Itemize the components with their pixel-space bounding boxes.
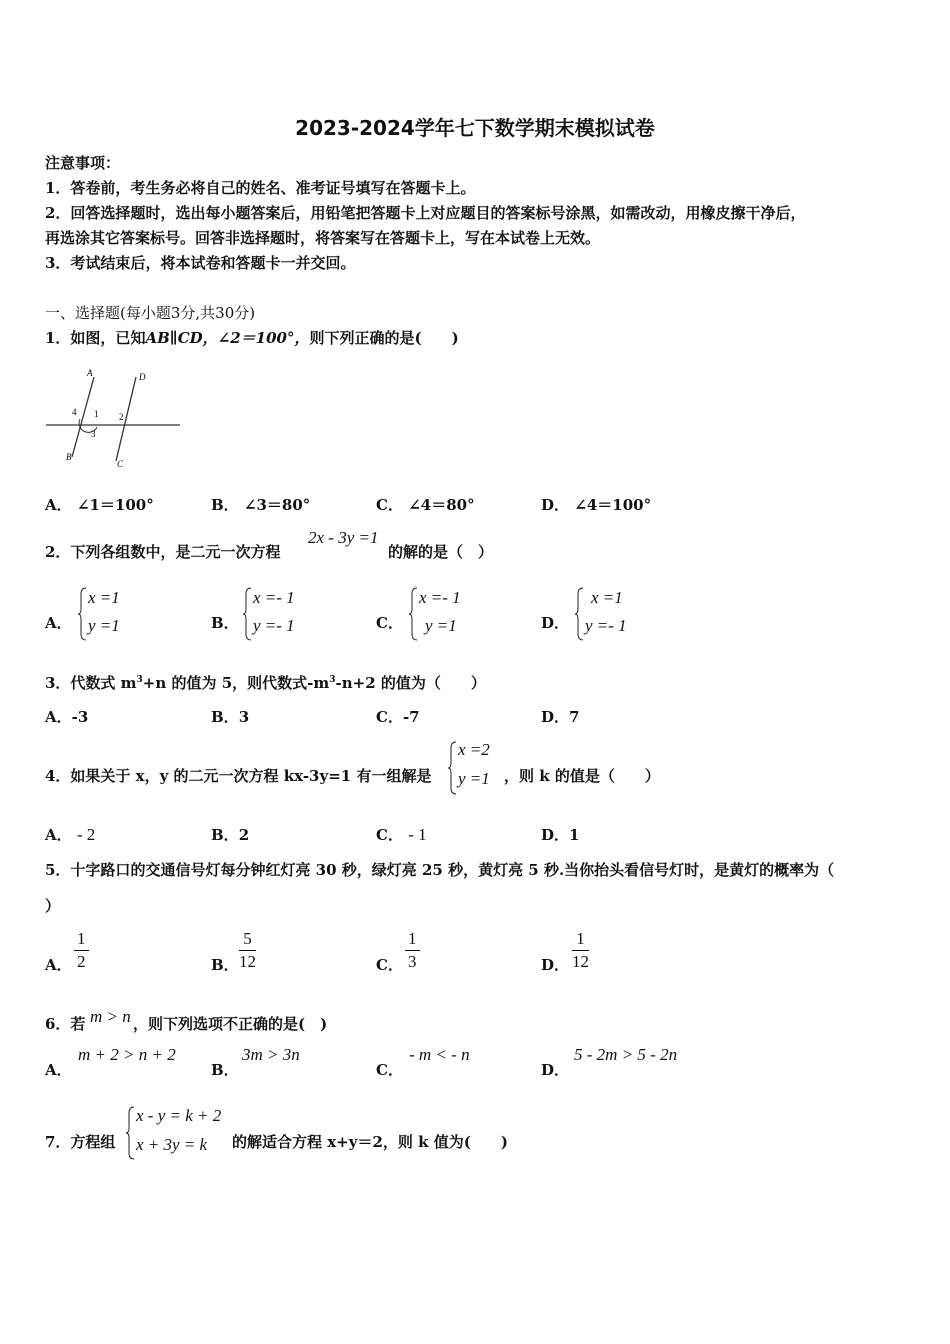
q1-condition: AB∥CD，∠2＝100°， [145, 329, 310, 347]
q1-figure [42, 365, 184, 473]
q5-option-c-label[interactable]: C． [376, 956, 403, 974]
q4-suffix: ，则 k 的值是（ ） [504, 767, 660, 785]
q6-option-b-expr[interactable]: 3m > 3n [242, 1045, 300, 1064]
q6-prefix: 6．若 [45, 1015, 86, 1033]
q6-suffix: ，则下列选项不正确的是( ) [133, 1015, 328, 1033]
fig-label-C: C [117, 459, 124, 469]
q1-option-c[interactable]: C． ∠4＝80° [376, 496, 475, 514]
q2-prefix: 2．下列各组数中，是二元一次方程 [45, 543, 281, 561]
q5-line1: 5．十字路口的交通信号灯每分钟红灯亮 30 秒，绿灯亮 25 秒，黄灯亮 5 秒.当你抬头看信号灯时，是黄灯的概率为（ [45, 861, 835, 879]
q6-option-a-expr[interactable]: m + 2 > n + 2 [78, 1045, 176, 1064]
q2-option-c-label[interactable]: C． [376, 614, 403, 632]
q6-condition: m > n [90, 1007, 131, 1026]
q4-option-b[interactable]: B．2 [211, 826, 250, 844]
q1-text [45, 327, 459, 348]
q6-option-d-expr[interactable]: 5 - 2m > 5 - 2n [574, 1045, 678, 1064]
q1-option-b[interactable]: B． ∠3＝80° [211, 496, 311, 514]
q5-option-c-fraction[interactable]: $\frac{1}{3}$ [405, 928, 420, 973]
q4-option-a[interactable]: A． - 2 [45, 825, 96, 844]
q2-suffix: 的解的是（ ） [388, 543, 494, 561]
q5-option-b-fraction[interactable]: $\frac{5}{12}$ [239, 929, 256, 971]
q2-option-d-label[interactable]: D． [541, 614, 570, 632]
q6-option-c-label[interactable]: C． [376, 1061, 403, 1079]
q5-option-d-label[interactable]: D． [541, 956, 570, 974]
q1-prefix: 1．如图，已知 [45, 329, 146, 347]
q2-option-d-system[interactable]: x =1 y =- 1 [575, 586, 655, 642]
fig-angle-2: 2 [119, 412, 124, 422]
q3-option-b[interactable]: B．3 [211, 708, 250, 726]
fig-angle-1: 1 [94, 409, 99, 419]
q5-option-b-label[interactable]: B． [211, 956, 239, 974]
fig-label-B: B [66, 452, 72, 462]
q6-option-d-label[interactable]: D． [541, 1061, 570, 1079]
q7-suffix: 的解适合方程 x+y＝2，则 k 值为( ) [232, 1133, 508, 1151]
fig-label-D: D [139, 372, 146, 382]
section-heading: 一、选择题(每小题3分,共30分) [45, 304, 256, 322]
notice-item: 1．答卷前，考生务必将自己的姓名、准考证号填写在答题卡上。 [45, 179, 476, 197]
q5-line2: ） [45, 897, 61, 915]
q3-option-d[interactable]: D．7 [541, 708, 580, 726]
notice-item: 3．考试结束后，将本试卷和答题卡一并交回。 [45, 254, 356, 272]
q1-option-d[interactable]: D． ∠4＝100° [541, 496, 652, 514]
q6-option-b-label[interactable]: B． [211, 1061, 239, 1079]
q2-option-a-system[interactable]: x =1 y =1 [78, 586, 158, 642]
notice-item: 再选涂其它答案标号。回答非选择题时，将答案写在答题卡上，写在本试卷上无效。 [45, 229, 601, 247]
q3-text: 3．代数式 $m^3+n$ 的值为 5，则代数式$-m^3-n+2$ 的值为（ ） [45, 674, 486, 692]
q2-equation: 2x - 3y =1 [308, 528, 379, 547]
fig-label-A: A [87, 368, 93, 378]
q6-option-a-label[interactable]: A． [45, 1061, 72, 1079]
fig-angle-4: 4 [72, 407, 77, 417]
fig-angle-3: 3 [91, 429, 96, 439]
notice-item: 2．回答选择题时，选出每小题答案后，用铅笔把答题卡上对应题目的答案标号涂黑，如需改动，用橡皮擦干净后， [45, 204, 806, 222]
q2-option-a-label[interactable]: A． [45, 614, 72, 632]
q3-option-c[interactable]: C．-7 [376, 708, 420, 726]
q4-prefix: 4．如果关于 x，y 的二元一次方程 kx-3y=1 有一组解是 [45, 767, 432, 785]
q4-option-c[interactable]: C． - 1 [376, 825, 427, 844]
q4-option-d[interactable]: D．1 [541, 826, 580, 844]
q7-prefix: 7．方程组 [45, 1133, 116, 1151]
page-title: 2023-2024学年七下数学期末模拟试卷 [295, 116, 655, 140]
q3-option-a[interactable]: A．-3 [45, 708, 89, 726]
q5-option-d-fraction[interactable]: $\frac{1}{12}$ [572, 929, 589, 971]
q2-option-b-label[interactable]: B． [211, 614, 239, 632]
q7-equation-system: x - y = k + 2 x + 3y = k [126, 1105, 236, 1161]
q5-option-a-fraction[interactable]: $\frac{1}{2}$ [74, 928, 89, 973]
notice-heading: 注意事项： [45, 154, 121, 172]
q2-option-b-system[interactable]: x =- 1 y =- 1 [243, 586, 323, 642]
q2-option-c-system[interactable]: x =- 1 y =1 [409, 586, 489, 642]
q1-suffix: 则下列正确的是( ) [309, 329, 459, 347]
q4-solution-system: x =2 y =1 [448, 740, 508, 796]
q1-option-a[interactable]: A． ∠1＝100° [45, 496, 154, 514]
q5-option-a-label[interactable]: A． [45, 956, 72, 974]
q6-option-c-expr[interactable]: - m < - n [409, 1045, 470, 1064]
